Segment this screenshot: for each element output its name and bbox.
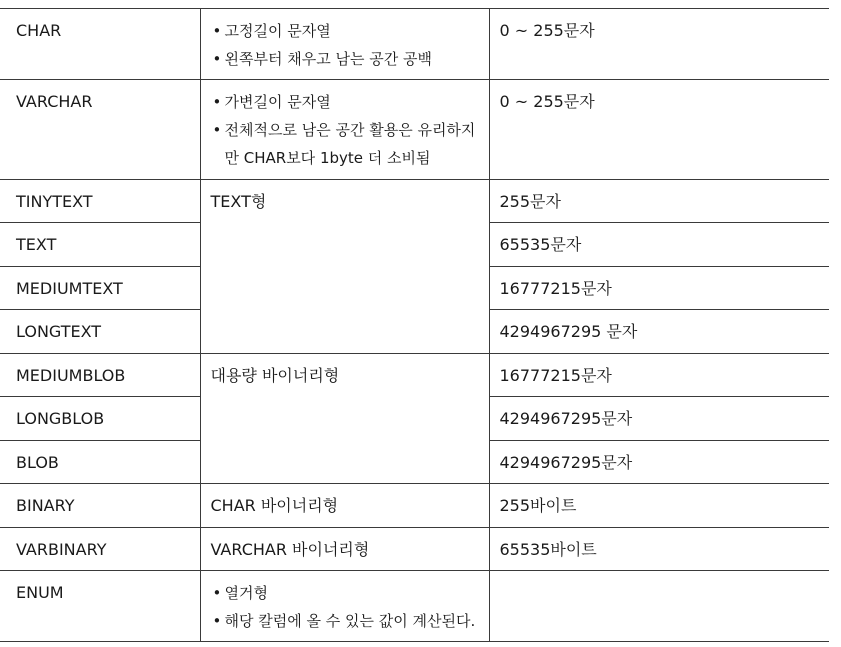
size-cell: 255바이트 [489, 484, 829, 528]
size-cell: 0 ~ 255문자 [489, 80, 829, 180]
data-type-table [0, 8, 829, 642]
table-row [0, 180, 829, 223]
description-cell: CHAR 바이너리형 [200, 484, 489, 528]
type-cell: LONGTEXT [0, 310, 200, 354]
type-cell: VARCHAR [0, 80, 200, 180]
type-cell: MEDIUMBLOB [0, 354, 200, 397]
table-row [0, 528, 829, 571]
table-row [0, 9, 829, 80]
type-cell: CHAR [0, 9, 200, 80]
description-cell [200, 80, 489, 180]
type-cell: TINYTEXT [0, 180, 200, 223]
size-cell: 4294967295문자 [489, 441, 829, 484]
size-cell: 65535문자 [489, 223, 829, 267]
type-cell: BLOB [0, 441, 200, 484]
type-cell: TEXT [0, 223, 200, 267]
description-cell [200, 571, 489, 642]
description-item: • 고정길이 문자열 [211, 17, 489, 45]
size-cell: 65535바이트 [489, 528, 829, 571]
size-cell: 0 ~ 255문자 [489, 9, 829, 80]
description-item: • 가변길이 문자열 [211, 88, 489, 116]
size-cell: 4294967295문자 [489, 397, 829, 441]
size-cell: 16777215문자 [489, 267, 829, 310]
type-cell: VARBINARY [0, 528, 200, 571]
description-list [211, 579, 489, 635]
description-list [211, 88, 489, 172]
type-cell: LONGBLOB [0, 397, 200, 441]
description-item: • 왼쪽부터 채우고 남는 공간 공백 [211, 45, 489, 73]
size-cell: 4294967295 문자 [489, 310, 829, 354]
size-cell [489, 571, 829, 642]
table-row [0, 484, 829, 528]
table-row [0, 571, 829, 642]
description-cell: TEXT형 [200, 180, 489, 354]
type-cell: BINARY [0, 484, 200, 528]
type-cell: ENUM [0, 571, 200, 642]
table-row [0, 354, 829, 397]
description-item: • 열거형 [211, 579, 489, 607]
description-item: • 전체적으로 남은 공간 활용은 유리하지만 CHAR보다 1byte 더 소비됨 [211, 116, 489, 172]
type-cell: MEDIUMTEXT [0, 267, 200, 310]
table-row [0, 80, 829, 180]
description-cell: VARCHAR 바이너리형 [200, 528, 489, 571]
description-item: • 해당 칼럼에 올 수 있는 값이 계산된다. [211, 607, 489, 635]
description-list [211, 17, 489, 73]
size-cell: 16777215문자 [489, 354, 829, 397]
size-cell: 255문자 [489, 180, 829, 223]
description-cell [200, 9, 489, 80]
description-cell: 대용량 바이너리형 [200, 354, 489, 484]
